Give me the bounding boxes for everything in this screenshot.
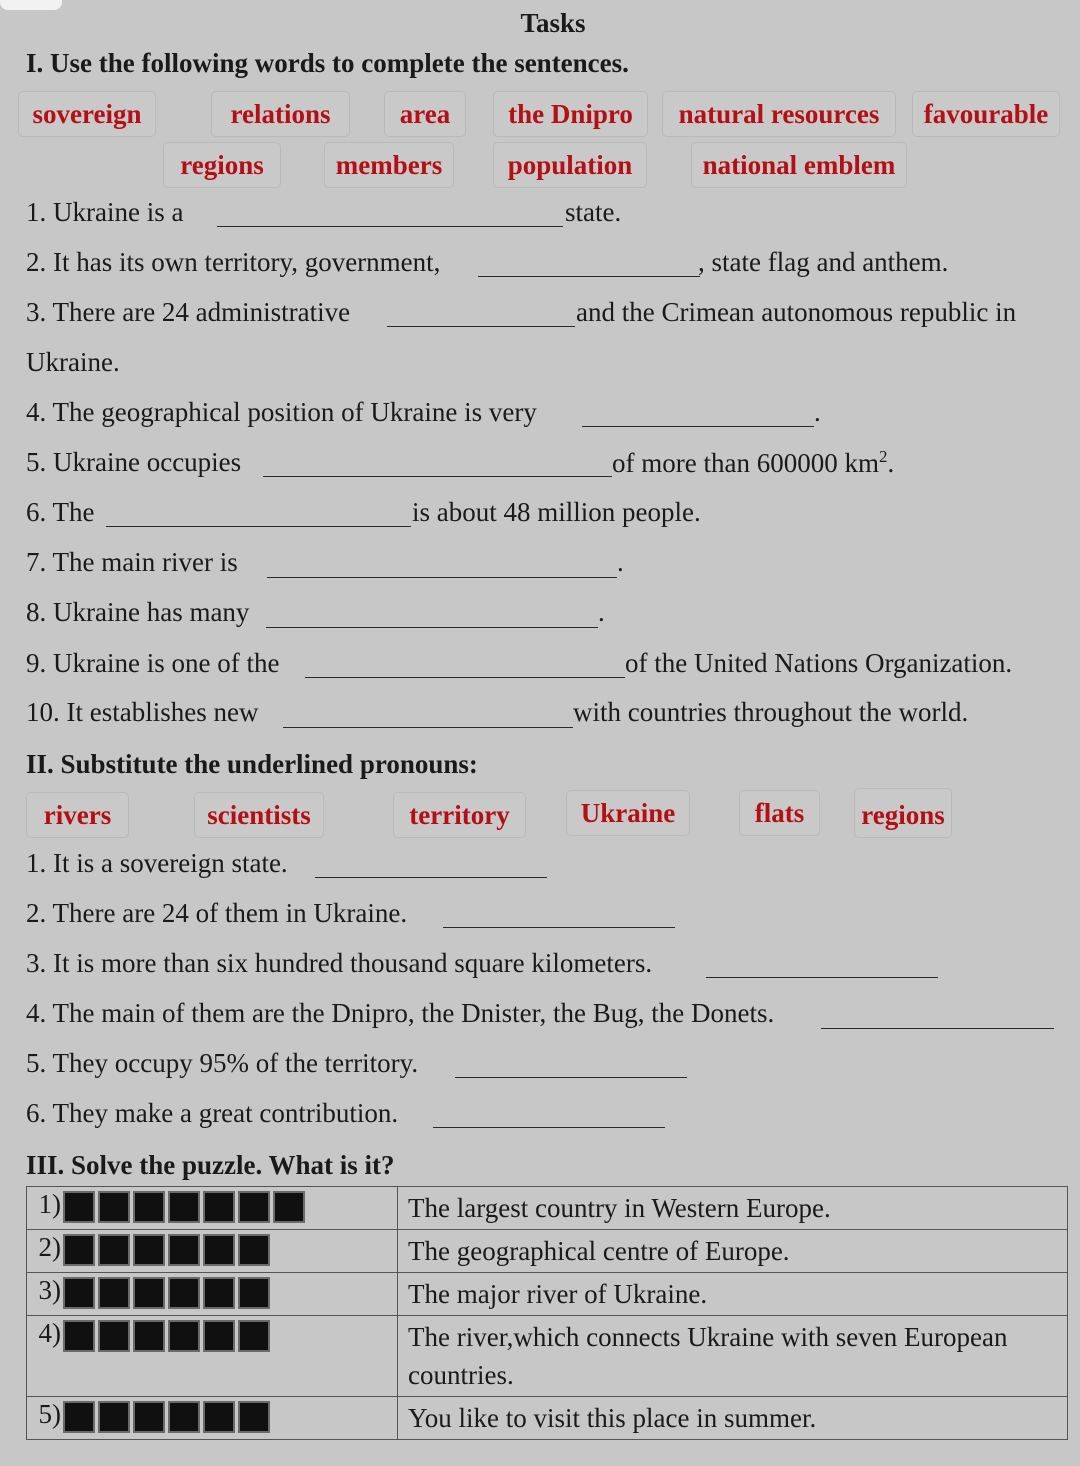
puzzle-clue: The major river of Ukraine. (398, 1273, 1068, 1316)
letter-box[interactable] (238, 1320, 270, 1352)
puzzle-clue: The geographical centre of Europe. (398, 1230, 1068, 1273)
answer-blank[interactable] (478, 276, 700, 277)
s2-sentence-5: 5. They occupy 95% of the territory. (26, 1048, 419, 1078)
section2-heading: II. Substitute the underlined pronouns: (26, 749, 478, 779)
letter-boxes (63, 1191, 305, 1223)
letter-boxes (63, 1234, 270, 1266)
puzzle-answer-cell (27, 1273, 398, 1316)
letter-box[interactable] (63, 1401, 95, 1433)
letter-box[interactable] (273, 1191, 305, 1223)
word-chip-favourable: favourable (912, 91, 1060, 137)
letter-box[interactable] (203, 1191, 235, 1223)
puzzle-answer-cell (27, 1230, 398, 1273)
answer-blank[interactable] (266, 627, 598, 628)
answer-blank[interactable] (443, 927, 675, 928)
letter-box[interactable] (63, 1191, 95, 1223)
s1-sentence-5-end: of more than 600000 $km^2$. (612, 447, 895, 478)
answer-blank[interactable] (267, 577, 617, 578)
letter-box[interactable] (98, 1320, 130, 1352)
s1-sentence-3-start: 3. There are 24 administrative (26, 297, 351, 327)
s1-sentence-4-start: 4. The geographical position of Ukraine is very (26, 397, 537, 427)
letter-box[interactable] (238, 1401, 270, 1433)
puzzle-table (26, 1186, 1068, 1440)
puzzle-row-number: 3) (38, 1275, 61, 1305)
letter-box[interactable] (203, 1277, 235, 1309)
answer-blank[interactable] (387, 326, 575, 327)
s2-sentence-6: 6. They make a great contribution. (26, 1098, 399, 1128)
puzzle-row-number: 1) (38, 1189, 61, 1219)
letter-box[interactable] (63, 1234, 95, 1266)
answer-blank[interactable] (455, 1077, 687, 1078)
letter-box[interactable] (203, 1401, 235, 1433)
puzzle-answer-cell (27, 1316, 398, 1397)
s1-sentence-5-start: 5. Ukraine occupies (26, 447, 242, 477)
s2-sentence-1: 1. It is a sovereign state. (26, 848, 288, 878)
letter-box[interactable] (168, 1277, 200, 1309)
puzzle-answer-cell (27, 1187, 398, 1230)
letter-box[interactable] (238, 1234, 270, 1266)
s1-sentence-3-end: and the Crimean autonomous republic in (576, 297, 1017, 327)
word-chip-relations: relations (211, 91, 350, 137)
letter-boxes (63, 1277, 270, 1309)
letter-box[interactable] (63, 1320, 95, 1352)
s2-sentence-2: 2. There are 24 of them in Ukraine. (26, 898, 408, 928)
word-chip-area: area (384, 91, 466, 137)
letter-box[interactable] (133, 1234, 165, 1266)
answer-blank[interactable] (315, 877, 547, 878)
letter-box[interactable] (203, 1234, 235, 1266)
section3-heading: III. Solve the puzzle. What is it? (26, 1150, 395, 1180)
s1-sentence-8-end: . (598, 597, 605, 627)
letter-box[interactable] (98, 1191, 130, 1223)
letter-box[interactable] (133, 1277, 165, 1309)
word-chip-scientists: scientists (194, 792, 324, 838)
puzzle-clue: You like to visit this place in summer. (398, 1397, 1068, 1440)
word-chip-population: population (493, 142, 647, 188)
letter-box[interactable] (63, 1277, 95, 1309)
word-chip-ukraine: Ukraine (566, 790, 690, 836)
letter-box[interactable] (168, 1191, 200, 1223)
word-chip-territory: territory (393, 792, 526, 838)
puzzle-row-number: 2) (38, 1232, 61, 1262)
puzzle-clue: The river,which connects Ukraine with seven European countries. (398, 1316, 1068, 1397)
answer-blank[interactable] (263, 476, 612, 477)
page-title: Tasks (520, 8, 586, 38)
word-chip-sovereign: sovereign (18, 91, 156, 137)
s1-sentence-10-end: with countries throughout the world. (573, 697, 969, 727)
letter-box[interactable] (168, 1234, 200, 1266)
section1-heading: I. Use the following words to complete the sentences. (26, 48, 629, 78)
word-chip-flats: flats (739, 790, 820, 836)
letter-box[interactable] (133, 1320, 165, 1352)
answer-blank[interactable] (305, 677, 625, 678)
letter-box[interactable] (98, 1277, 130, 1309)
answer-blank[interactable] (821, 1028, 1054, 1029)
answer-blank[interactable] (217, 226, 563, 227)
answer-blank[interactable] (582, 426, 814, 427)
word-chip-national-emblem: national emblem (691, 142, 907, 188)
puzzle-row (27, 1316, 1068, 1397)
s1-sentence-1-start: 1. Ukraine is a (26, 197, 184, 227)
puzzle-row (27, 1230, 1068, 1273)
answer-blank[interactable] (283, 727, 573, 728)
s2-sentence-3: 3. It is more than six hundred thousand square kilometers. (26, 948, 653, 978)
s1-sentence-6-end: is about 48 million people. (412, 497, 701, 527)
word-chip-regions: regions (854, 788, 952, 838)
s1-sentence-7-end: . (617, 547, 624, 577)
puzzle-answer-cell (27, 1397, 398, 1440)
s1-sentence-10-start: 10. It establishes new (26, 697, 259, 727)
s1-sentence-6-start: 6. The (26, 497, 95, 527)
s1-sentence-8-start: 8. Ukraine has many (26, 597, 250, 627)
letter-box[interactable] (133, 1191, 165, 1223)
letter-box[interactable] (98, 1401, 130, 1433)
s1-sentence-3-cont: Ukraine. (26, 347, 120, 377)
word-chip-members: members (324, 142, 454, 188)
s1-sentence-1-end: state. (565, 197, 622, 227)
answer-blank[interactable] (106, 526, 411, 527)
s2-sentence-4: 4. The main of them are the Dnipro, the Dnister, the Bug, the Donets. (26, 998, 775, 1028)
letter-box[interactable] (203, 1320, 235, 1352)
answer-blank[interactable] (433, 1127, 665, 1128)
word-chip-the-dnipro: the Dnipro (493, 91, 648, 137)
letter-box[interactable] (133, 1401, 165, 1433)
s1-sentence-7-start: 7. The main river is (26, 547, 238, 577)
s1-sentence-2-end: , state flag and anthem. (698, 247, 949, 277)
s1-sentence-2-start: 2. It has its own territory, government, (26, 247, 441, 277)
puzzle-clue: The largest country in Western Europe. (398, 1187, 1068, 1230)
letter-box[interactable] (98, 1234, 130, 1266)
puzzle-row (27, 1397, 1068, 1440)
puzzle-row-number: 5) (38, 1399, 61, 1429)
puzzle-row (27, 1187, 1068, 1230)
s1-sentence-9-end: of the United Nations Organization. (625, 648, 1013, 678)
puzzle-row (27, 1273, 1068, 1316)
s1-sentence-4-end: . (814, 397, 821, 427)
word-chip-regions: regions (163, 142, 281, 188)
answer-blank[interactable] (706, 977, 938, 978)
letter-box[interactable] (168, 1320, 200, 1352)
puzzle-row-number: 4) (38, 1318, 61, 1348)
letter-box[interactable] (238, 1191, 270, 1223)
letter-box[interactable] (168, 1401, 200, 1433)
s1-sentence-9-start: 9. Ukraine is one of the (26, 648, 280, 678)
letter-boxes (63, 1401, 270, 1433)
word-chip-natural-resources: natural resources (662, 91, 896, 137)
word-chip-rivers: rivers (26, 792, 129, 838)
letter-boxes (63, 1320, 270, 1352)
letter-box[interactable] (238, 1277, 270, 1309)
